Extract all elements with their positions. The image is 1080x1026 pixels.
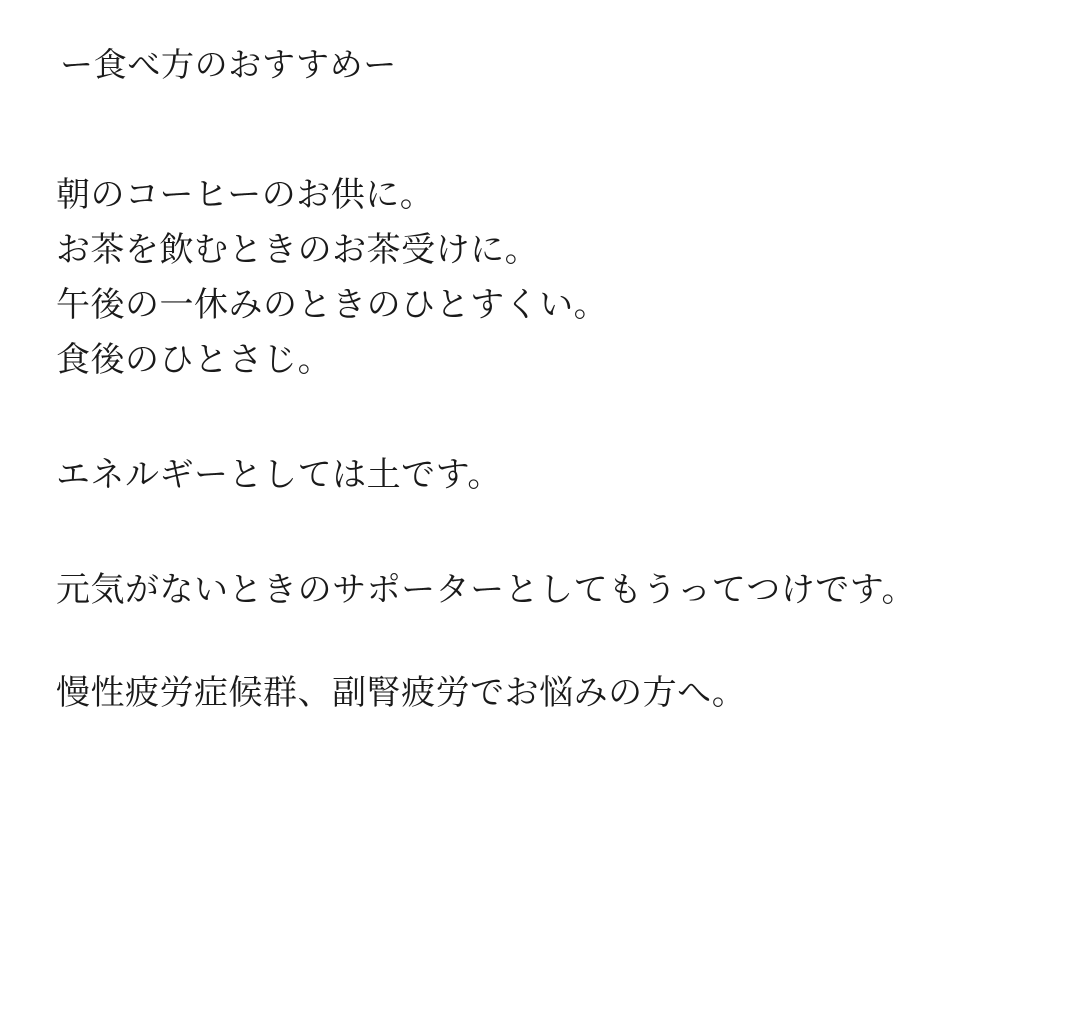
text-line: お茶を飲むときのお茶受けに。 (56, 229, 540, 270)
spacer (56, 618, 1024, 666)
text-line: エネルギーとしては土です。 (56, 454, 502, 495)
spacer (56, 90, 1024, 168)
text-line: 慢性疲労症候群、副腎疲労でお悩みの方へ。 (56, 672, 747, 713)
text-line: 食後のひとさじ。 (56, 339, 333, 380)
support-note-block (56, 563, 1024, 618)
audience-note-block (56, 666, 1024, 721)
page-title: ー食べ方のおすすめー (60, 45, 397, 84)
spacer (56, 503, 1024, 563)
spacer (56, 388, 1024, 448)
text-line: 朝のコーヒーのお供に。 (56, 174, 435, 215)
serving-suggestions-block (56, 168, 1024, 388)
energy-note-block (56, 448, 1024, 503)
text-line: 元気がないときのサポーターとしてもうってつけです。 (56, 569, 917, 610)
text-line: 午後の一休みのときのひとすくい。 (56, 284, 609, 325)
